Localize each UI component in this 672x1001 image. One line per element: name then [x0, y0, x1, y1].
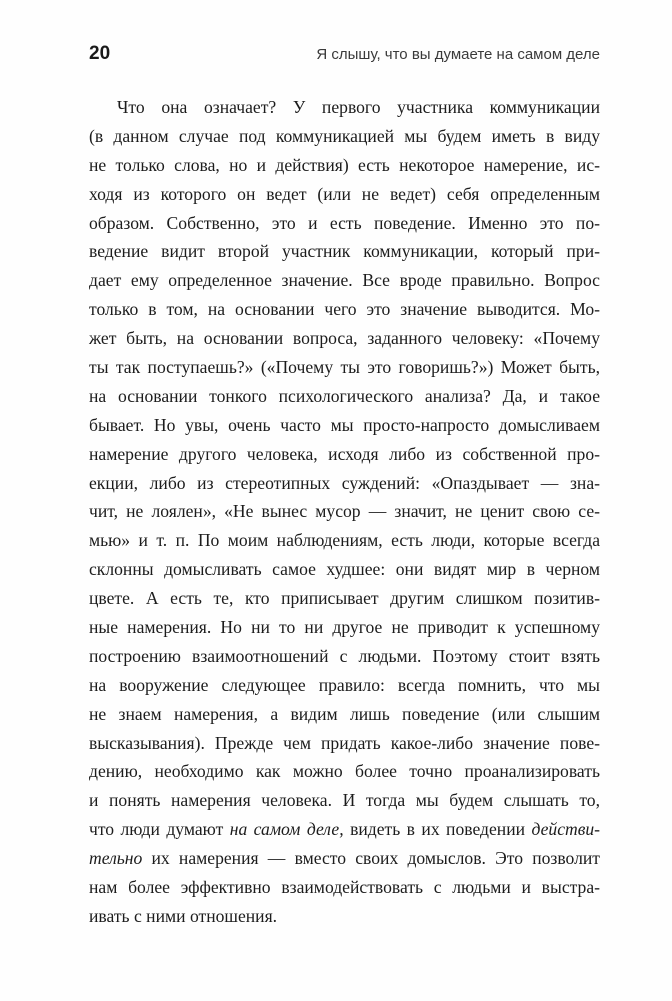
text-line: Что она означает? У первого участника коммуникации [117, 97, 600, 117]
text-line: (в данном случае под коммуникацией мы будем иметь в виду [89, 125, 600, 146]
text-line: не знаем намерения, а видим лишь поведение (или слышим [89, 703, 600, 724]
italic-emphasis: действи- [531, 819, 601, 840]
text-line-with-italics [89, 815, 600, 844]
text-line: ты так поступаешь?» («Почему ты это говоришь?») Может быть, [89, 357, 600, 378]
text-line: на основании тонкого психологического анализа? Да, и такое [89, 385, 600, 406]
text-line: намерение другого человека, исходя либо из собственной про- [89, 443, 600, 464]
text-line: образом. Собственно, это и есть поведение. Именно это по- [89, 212, 600, 233]
text-line-with-italics [89, 844, 600, 873]
text-line: ные намерения. Но ни то ни другое не приводит к успешному [89, 617, 600, 638]
text-segment: их намерения — вместо своих домыслов. Это позволит [142, 848, 600, 869]
text-line: мью» и т. п. По моим наблюдениям, есть люди, которые всегда [89, 530, 600, 551]
text-line: склонны домысливать самое худшее: они видят мир в черном [89, 559, 600, 580]
text-segment: что люди думают [89, 819, 230, 840]
text-line: дению, необходимо как можно более точно проанализировать [89, 761, 600, 782]
text-line: жет быть, на основании вопроса, заданного человеку: «Почему [89, 328, 600, 349]
text-line: цвете. А есть те, кто приписывает другим слишком позитив- [89, 588, 600, 609]
text-line: ведение видит второй участник коммуникации, который при- [89, 241, 600, 262]
body-text [89, 93, 600, 931]
italic-emphasis: тельно [89, 848, 143, 869]
text-line: не только слова, но и действия) есть некоторое намерение, ис- [89, 154, 600, 175]
text-line: бывает. Но увы, очень часто мы просто-напросто домысливаем [89, 414, 600, 435]
text-line: нам более эффективно взаимодействовать с людьми и выстра- [89, 877, 600, 898]
text-line: ивать с ними отношения. [89, 905, 278, 926]
text-line: построению взаимоотношений с людьми. Поэтому стоит взять [89, 645, 600, 666]
text-line: чит, не лоялен», «Не вынес мусор — значит, не ценит свою се- [89, 501, 600, 522]
text-line: только в том, на основании чего это значение выводится. Мо- [89, 299, 600, 320]
text-line: дает ему определенное значение. Все вроде правильно. Вопрос [89, 270, 600, 291]
text-line: и понять намерения человека. И тогда мы будем слышать то, [89, 790, 600, 811]
running-title: Я слышу, что вы думаете на самом деле [316, 46, 600, 63]
page-number: 20 [89, 43, 111, 64]
text-line: ходя из которого он ведет (или не ведет) себя определенным [89, 183, 600, 204]
text-segment: видеть в их поведении [343, 819, 532, 840]
italic-emphasis: на самом деле, [229, 819, 344, 840]
text-line: екции, либо из стереотипных суждений: «Опаздывает — зна- [89, 472, 600, 493]
text-line: на вооружение следующее правило: всегда помнить, что мы [89, 674, 600, 695]
text-line: высказывания). Прежде чем придать какое-либо значение пове- [89, 732, 600, 753]
